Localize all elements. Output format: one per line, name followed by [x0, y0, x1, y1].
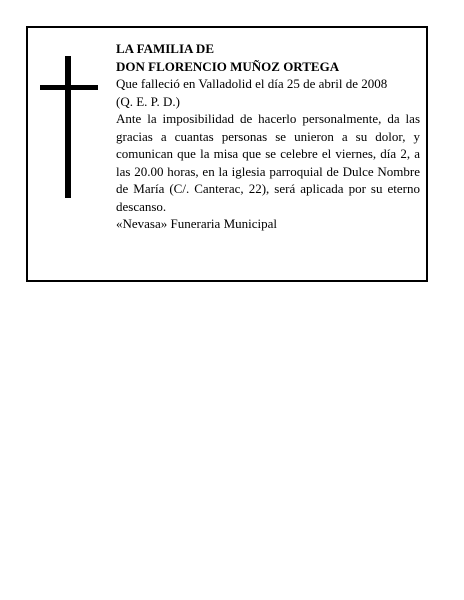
cross-vertical-bar [65, 56, 71, 198]
cross-horizontal-bar [40, 85, 98, 90]
notice-body: Ante la imposibilidad de hacerlo personalmente, da las gracias a cuantas personas se unieron a su dolor, y comunican que la misa que se celebre el viernes, día 2, a las 20.00 horas, en la iglesia parroquial de Dulce Nombre de María (C/. Canterac, 22), será aplicada por su eterno descanso. [116, 111, 420, 214]
death-statement: Que falleció en Valladolid el día 25 de abril de 2008 [116, 76, 388, 91]
rip-line: (Q. E. P. D.) [116, 93, 180, 109]
family-heading: LA FAMILIA DE [116, 41, 214, 56]
funeral-home: «Nevasa» Funeraria Municipal [116, 216, 278, 231]
deceased-name: DON FLORENCIO MUÑOZ ORTEGA [116, 58, 340, 74]
cross-icon [40, 56, 98, 198]
notice-text [116, 40, 420, 233]
obituary-notice [26, 26, 428, 282]
